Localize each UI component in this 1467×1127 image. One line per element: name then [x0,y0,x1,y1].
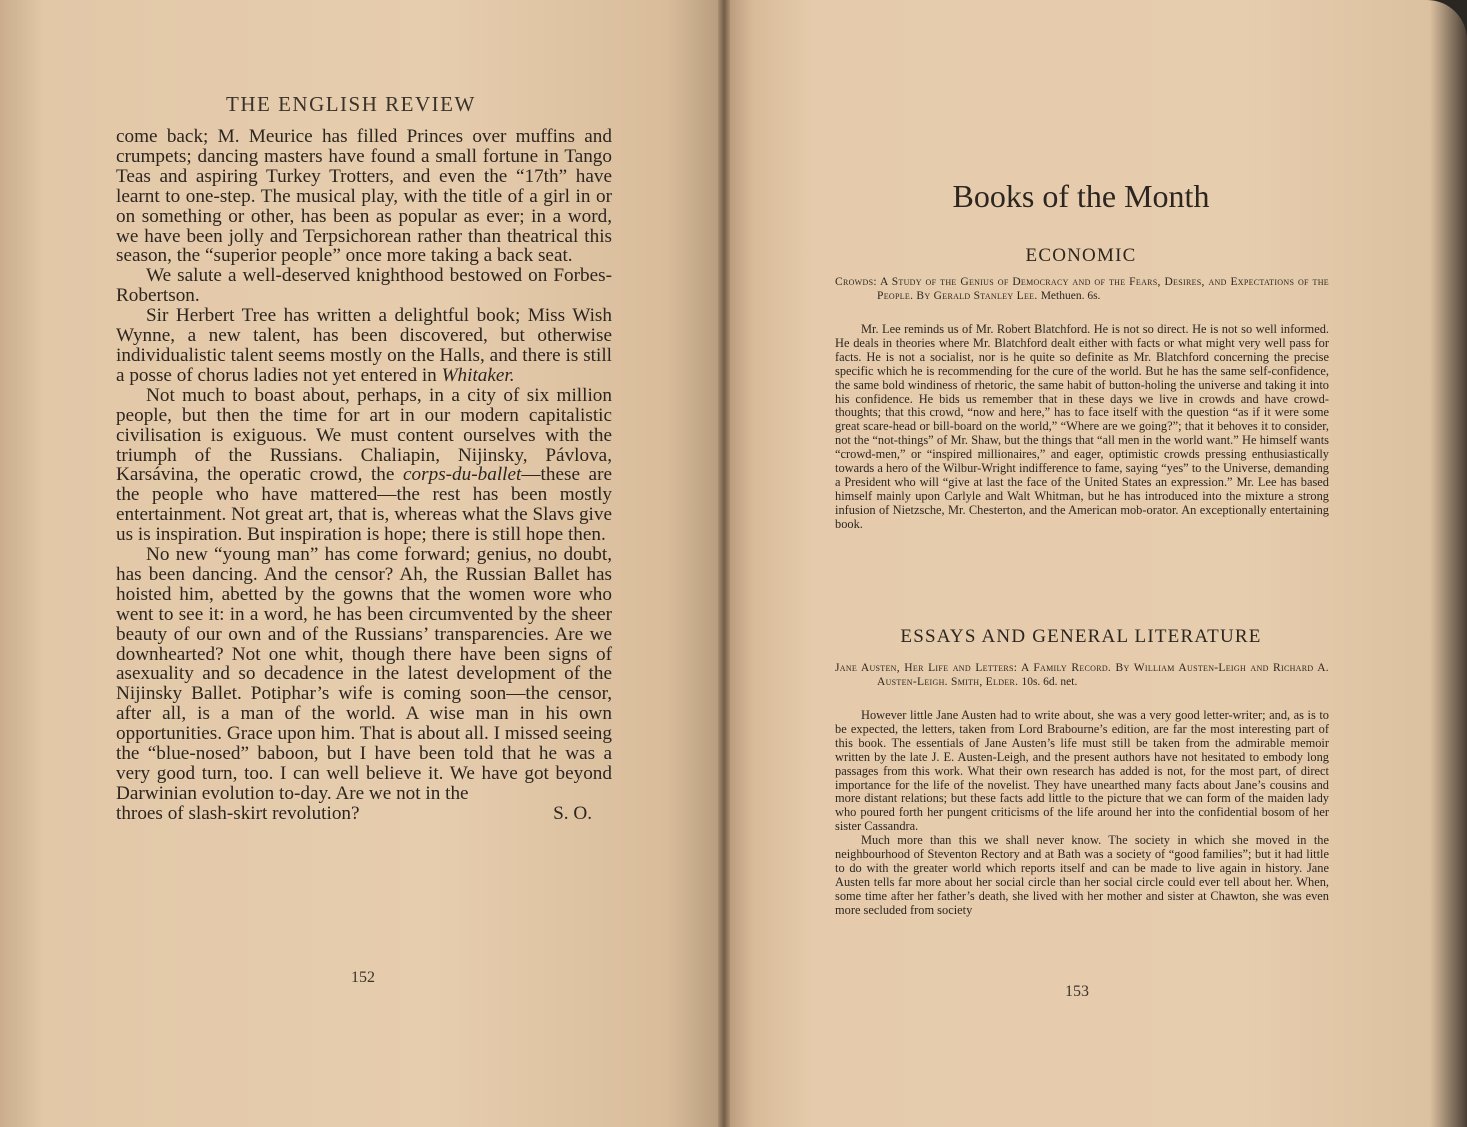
book-review [835,709,1329,918]
paragraph: come back; M. Meurice has filled Princes over muffins and crumpets; dancing masters have found a small fortune in Tango Teas and aspiring Turkey Trotters, and even the “17th” have learnt to one-step. The musical play, with the title of a girl in or on something or other, has been as popular as ever; in a word, we have been jolly and Terpsichorean rather than theatrical this season, the “superior people” once more taking a back seat. [116,126,612,267]
section-heading-economic: ECONOMIC [1025,245,1137,266]
book-review [835,323,1329,532]
left-page [0,0,724,1127]
paragraph [116,386,612,545]
book-citation [835,662,1329,689]
citation-publisher: Methuen. 6s. [1040,289,1101,302]
review-paragraph: Mr. Lee reminds us of Mr. Robert Blatchford. He is not so direct. He is not so well informed. He deals in theories where Mr. Blatchford dealt either with facts or what might very well pass for facts. He is not a socialist, nor is he quite so definite as Mr. Blatchford concerning the precise specific which he is recommending for the cure of the world. But he has the same self-confidence, the same bold windiness of rhetoric, the same habit of button-holing the universe and taking it into his confidence. He bids us remember that in these days we live in crowds and have crowd-thoughts; that this crowd, “now and here,” has to face itself with the question “as if it were some great scare-head or bill-board on the world,” “Where are we going?”; that it behoves it to consider, not the “not-things” of Mr. Shaw, but the things that “all men in the world want.” He himself wants “crowd-men,” or “inspired millionaires,” and eager, optimistic crowds pressing enthusiastically towards a hero of the Wilbur-Wright indifference to fame, saying “yes” to the Universe, demanding a President who will “give at last the face of the United States an expression.” Mr. Lee has based himself mainly upon Carlyle and Walt Whitman, but he has introduced into the mixture a strong infusion of Nietzsche, Mr. Chesterton, and the American mob-orator. An exceptionally entertaining book. [835,322,1329,531]
section-heading-essays: ESSAYS AND GENERAL LITERATURE [900,626,1262,647]
paragraph: We salute a well-deserved knighthood bestowed on Forbes-Robertson. [116,265,612,307]
paragraph-text: Not much to boast about, perhaps, in a city of six million people, but then the time for art in our modern capitalistic civilisation is exiguous. We must content ourselves with the triumph of the Russians. Chaliapin, Nijinsky, Pávlova, Karsávina, the operatic crowd, the [116,384,612,486]
review-paragraph: Much more than this we shall never know. The society in which she moved in the neighbourhood of Steventon Rectory and at Bath was a society of “good families”; but it had little to do with the greater world which reports itself and can be made to live again in history. Jane Austen tells far more about her social circle than her social circle could ever tell about her. When, some time after her father’s death, she lived with her mother and sister at Chawton, she was even more secluded from society [835,833,1329,917]
book-gutter [718,0,730,1127]
left-page-body [116,127,612,824]
paragraph-text: —these are the people who have mattered—the rest has been mostly entertainment. Not great art, that is, whereas what the Slavs give us is inspiration. But inspiration is hope; there is still hope then. [116,464,612,546]
paragraph-text: Sir Herbert Tree has written a delightful book; Miss Wish Wynne, a new talent, has been discovered, but otherwise individualistic talent seems mostly on the Halls, and there is still a posse of chorus ladies not yet entered in [116,305,612,386]
citation-price: 10s. 6d. net. [1021,675,1078,688]
citation-text: Jane Austen, Her Life and Letters: A Family Record. By William Austen-Leigh and Richard A. Austen-Leigh. Smith, Elder. [835,662,1329,688]
author-signature: S. O. [553,802,592,824]
paragraph: No new “young man” has come forward; genius, no doubt, has been dancing. And the censor? Ah, the Russian Ballet has hoisted him, abetted by the gowns that the women wore who went to see it: in a word, he has been circumvented by the sheer beauty of our own and of the Russians’ transparencies. Are we downhearted? Not one whit, though there have been signs of asexuality and so decadence in the latest development of the Nijinsky Ballet. Potiphar’s wife is coming soon—the censor, after all, is a man of the world. A wise man in his own opportunities. Grace upon him. That is about all. I missed seeing the “blue-nosed” baboon, but I have been told that he was a very good turn, too. I can well believe it. We have got beyond Darwinian evolution to-day. Are we not in the [116,544,612,804]
italic-word: corps-du-ballet [403,464,522,486]
right-page [724,0,1467,1127]
page-number: 152 [351,969,375,986]
italic-word: Whitaker. [441,364,515,386]
page-title: Books of the Month [952,178,1210,214]
book-citation [835,276,1329,303]
closing-line [116,804,612,824]
paragraph [116,306,612,386]
page-number: 153 [1065,983,1089,1000]
running-head: THE ENGLISH REVIEW [226,92,476,116]
review-paragraph: However little Jane Austen had to write about, she was a very good letter-writer; and, as is to be expected, the letters, taken from Lord Brabourne’s edition, are far the most interesting part of this book. The essentials of Jane Austen’s life must still be taken from the admirable memoir written by the late J. E. Austen-Leigh, and the present authors have not hesitated to embody long passages from this work. What their own research has added is not, for the most part, of direct importance for the life of the novelist. They have unearthed many facts about Jane’s cousins and more distant relations; but these facts add little to the picture that we can form of the maiden lady who poured forth her pungent criticisms of the life around her into the confidential bosom of her sister Cassandra. [835,708,1329,834]
closing-text: throes of slash-skirt revolution? [116,802,360,824]
citation-text: Crowds: A Study of the Genius of Democracy and of the Fears, Desires, and Expectations of the People. By Gerald Stanley Lee. [835,276,1329,302]
